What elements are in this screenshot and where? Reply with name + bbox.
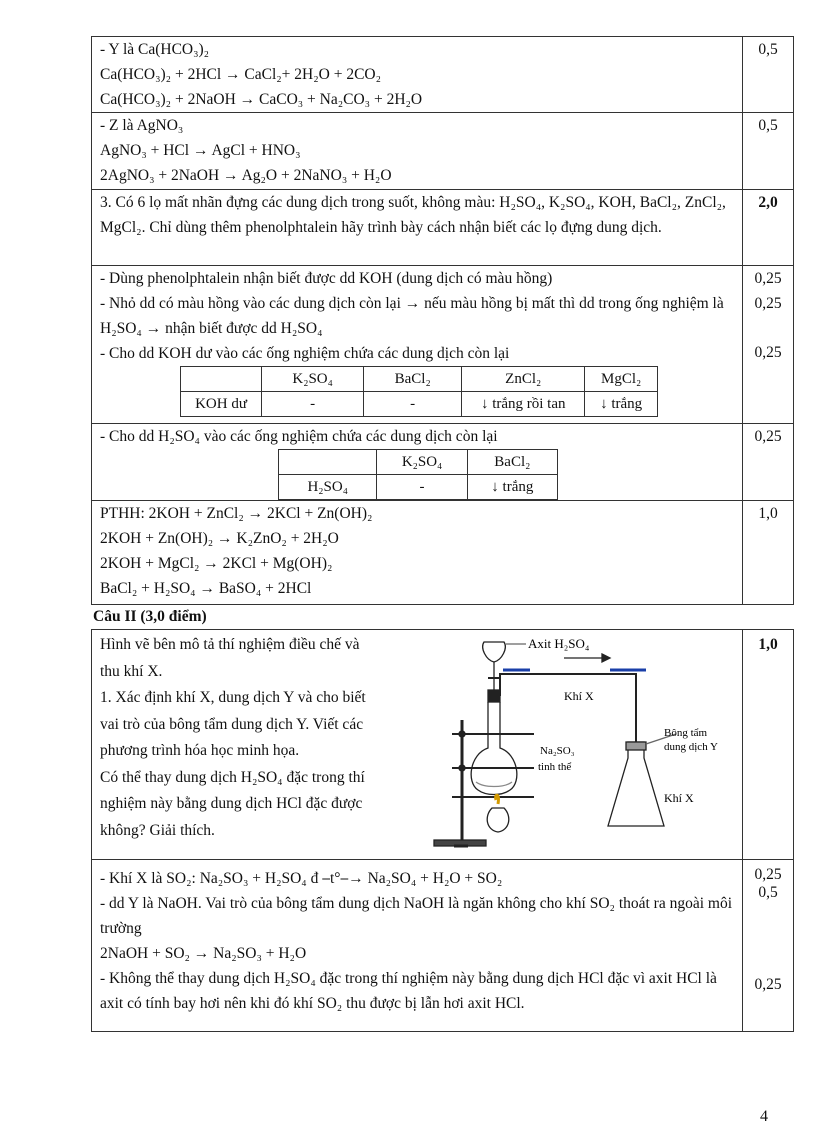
solid-label-2: tinh thể (538, 761, 572, 773)
score: 1,0 (758, 505, 778, 522)
funnel-bulb (483, 642, 506, 662)
table-header-cell: BaCl₂ (364, 367, 462, 392)
score: 0,25 (754, 344, 782, 361)
cotton-label-2: dung dịch Y (664, 741, 718, 753)
equation-line: Ca(HCO₃)₂ + 2NaOH → CaCO₃ + Na₂CO₃ + 2H₂O (100, 91, 423, 108)
question-3-text: 3. Có 6 lọ mất nhãn đựng các dung dịch trong suốt, không màu: H₂SO₄, K₂SO₄, KOH, BaCl₂, ZnCl₂, MgCl₂. Chỉ dùng thêm phenolphtalein hãy trình bày cách nhận biết các lọ đựng dung dịch. (100, 194, 726, 236)
question-line: phương trình hóa học minh họa. (100, 742, 300, 759)
erlenmeyer-flask (608, 742, 664, 826)
question-line: không? Giải thích. (100, 821, 215, 839)
table-header-cell: K₂SO₄ (377, 450, 467, 475)
gas-label-top: Khí X (564, 689, 594, 703)
row-y (92, 37, 794, 113)
score: 1,0 (758, 636, 778, 653)
score: 2,0 (758, 194, 778, 211)
text-line: - Y là Ca(HCO₃)₂ (100, 41, 210, 58)
equation-line: 2KOH + Zn(OH)₂ → K₂ZnO₂ + 2H₂O (100, 530, 339, 547)
table-header-cell (181, 367, 262, 392)
score: 0,5 (758, 117, 778, 134)
answer-line: - Khí X là SO₂: Na₂SO₃ + H₂SO₄ đ ⎯t°⎯→ Na₂SO₄ + H₂O + SO₂ (100, 870, 503, 887)
equation-line: PTHH: 2KOH + ZnCl₂ → 2KCl + Zn(OH)₂ (100, 505, 373, 522)
table-header-cell: ZnCl₂ (462, 367, 585, 392)
answer-line: - dd Y là NaOH. Vai trò của bông tẩm dung dịch NaOH là ngăn không cho khí SO₂ thoát ra ngoài môi trường (100, 895, 733, 937)
row-pthh (92, 501, 794, 605)
apparatus-diagram (414, 630, 740, 856)
equation-line: 2NaOH + SO₂ → Na₂SO₃ + H₂O (100, 945, 307, 962)
cotton-label-1: Bông tẩm (664, 727, 708, 739)
flame (496, 795, 499, 804)
table-cell: - (377, 475, 467, 500)
equation-line: 2KOH + MgCl₂ → 2KCl + Mg(OH)₂ (100, 555, 333, 572)
row-steps (92, 266, 794, 424)
row-question-3 (92, 190, 794, 266)
question-line: thu khí X. (100, 662, 163, 680)
answer-line: - Không thể thay dung dịch H₂SO₄ đặc trong thí nghiệm này bằng dung dịch HCl đặc vì axit HCl là axit có tính bay hơi nên khi đó khí SO₂ thu được bị lẫn hơi axit HCl. (100, 970, 717, 1012)
score: 0,25 (754, 866, 782, 883)
step-2-text: - Nhỏ dd có màu hồng vào các dung dịch còn lại → nếu màu hồng bị mất thì dd trong ống nghiệm là H₂SO₄ → nhận biết được dd H₂SO₄ (100, 295, 724, 337)
question-line: Hình vẽ bên mô tả thí nghiệm điều chế và (100, 636, 360, 653)
delivery-tube (500, 674, 636, 742)
clamp-knob (459, 731, 465, 737)
step-4-text: - Cho dd H₂SO₄ vào các ống nghiệm chứa các dung dịch còn lại (100, 428, 498, 445)
solid-layer (476, 782, 512, 787)
section-2-title: Câu II (3,0 điểm) (93, 608, 207, 625)
step-3-text: - Cho dd KOH dư vào các ống nghiệm chứa các dung dịch còn lại (100, 345, 510, 362)
row-section-2-answer (92, 860, 794, 1032)
row-z (92, 113, 794, 190)
score: 0,5 (758, 41, 778, 58)
text-line: - Z là AgNO₃ (100, 117, 184, 134)
cotton-plug (626, 742, 646, 750)
score: 0,25 (754, 270, 782, 287)
section-2-table (91, 629, 794, 1032)
score: 0,25 (754, 976, 782, 993)
round-flask (471, 702, 517, 795)
question-line: vai trò của bông tẩm dung dịch Y. Viết các (100, 715, 364, 733)
question-line: 1. Xác định khí X, dung dịch Y và cho biết (100, 689, 366, 706)
equation-line: AgNO₃ + HCl → AgCl + HNO₃ (100, 142, 301, 159)
page-number: 4 (760, 1108, 768, 1125)
flow-arrowhead (602, 654, 610, 662)
acid-label: Axit H₂SO₄ (528, 636, 590, 651)
table-cell: ↓ trắng rồi tan (462, 392, 585, 417)
koh-result-table (180, 366, 658, 417)
table-cell: ↓ trắng (585, 392, 658, 417)
table-cell: H₂SO₄ (279, 475, 377, 500)
table-cell: - (262, 392, 364, 417)
row-question-diagram (92, 630, 794, 860)
table-header-cell (279, 450, 377, 475)
stopper (488, 690, 500, 702)
table-header-cell: K₂SO₄ (262, 367, 364, 392)
solid-label-1: Na₂SO₃ (540, 745, 575, 757)
answer-table (91, 36, 794, 605)
h2so4-result-table (278, 449, 558, 500)
table-header-cell: BaCl₂ (467, 450, 557, 475)
question-line: Có thể thay dung dịch H₂SO₄ đặc trong thí (100, 768, 365, 786)
score: 0,5 (758, 884, 778, 901)
equation-line: Ca(HCO₃)₂ + 2HCl → CaCl₂+ 2H₂O + 2CO₂ (100, 66, 382, 83)
clamp-knob (459, 765, 465, 771)
alcohol-lamp (487, 808, 509, 832)
table-header-cell: MgCl₂ (585, 367, 658, 392)
question-text (100, 632, 400, 844)
score: 0,25 (754, 428, 782, 445)
score: 0,25 (754, 295, 782, 312)
step-1-text: - Dùng phenolphtalein nhận biết được dd KOH (dung dịch có màu hồng) (100, 270, 553, 287)
table-cell: - (364, 392, 462, 417)
table-cell: ↓ trắng (467, 475, 557, 500)
gas-label-bottom: Khí X (664, 791, 694, 805)
question-with-diagram (92, 630, 742, 856)
question-line: nghiệm này bằng dung dịch HCl đặc được (100, 795, 363, 812)
answer-sheet (91, 36, 792, 1032)
row-step-4 (92, 424, 794, 501)
equation-line: 2AgNO₃ + 2NaOH → Ag₂O + 2NaNO₃ + H₂O (100, 167, 392, 184)
equation-line: BaCl₂ + H₂SO₄ → BaSO₄ + 2HCl (100, 580, 312, 597)
table-cell: KOH dư (181, 392, 262, 417)
